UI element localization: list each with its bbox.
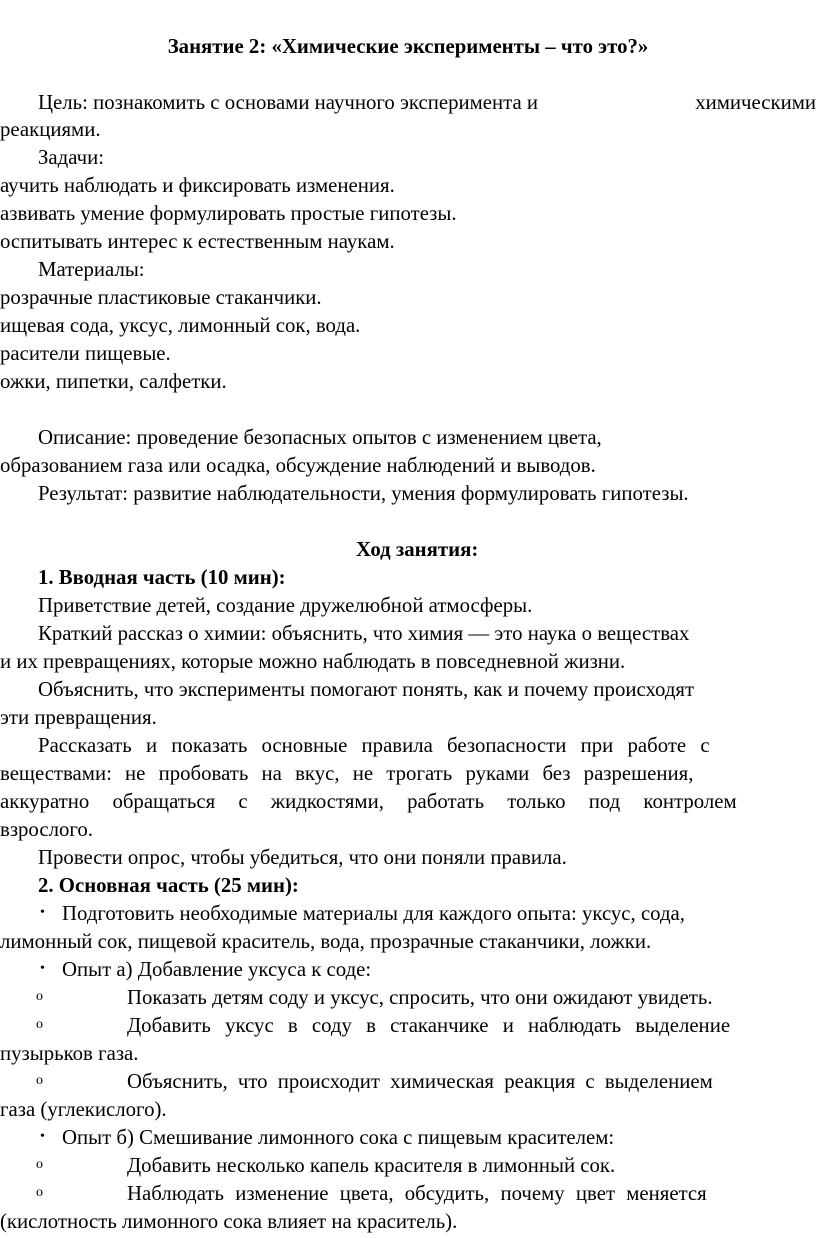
bullet-text: лимонный сок, пищевой краситель, вода, прозрачные стаканчики, ложки. (0, 930, 652, 953)
intro-paragraph: Рассказать и показать основные правила безопасности при работе с (38, 734, 710, 757)
intro-paragraph: Приветствие детей, создание дружелюбной атмосферы. (38, 594, 533, 617)
page-title: Занятие 2: «Химические эксперименты – что это?» (167, 35, 649, 58)
bullet-icon: • (40, 1129, 45, 1144)
material-item: расители пищевые. (0, 342, 171, 365)
description-line-2: образованием газа или осадка, обсуждение наблюдений и выводов. (0, 454, 596, 477)
sub-bullet-icon: o (36, 1157, 43, 1172)
intro-paragraph: Краткий рассказ о химии: объяснить, что химия — это наука о веществах (38, 622, 690, 645)
intro-paragraph: и их превращениях, которые можно наблюдать в повседневной жизни. (0, 650, 626, 673)
tasks-label: Задачи: (38, 146, 104, 169)
result-text: Результат: развитие наблюдательности, умения формулировать гипотезы. (38, 482, 689, 505)
intro-paragraph: Объяснить, что эксперименты помогают понять, как и почему происходят (38, 678, 695, 701)
task-item: аучить наблюдать и фиксировать изменения. (0, 174, 395, 197)
intro-paragraph: взрослого. (0, 818, 93, 841)
task-item: оспитывать интерес к естественным наукам. (0, 230, 395, 253)
sub-bullet-text: пузырьков газа. (0, 1042, 139, 1065)
sub-bullet-icon: o (36, 1073, 43, 1088)
intro-paragraph: Провести опрос, чтобы убедиться, что они поняли правила. (38, 846, 567, 869)
intro-heading: 1. Вводная часть (10 мин): (38, 566, 286, 589)
task-item: азвивать умение формулировать простые гипотезы. (0, 202, 457, 225)
materials-label: Материалы: (38, 258, 145, 281)
bullet-icon: • (40, 961, 45, 976)
sub-bullet-text: Добавить уксус в соду в стаканчике и наблюдать выделение (127, 1014, 731, 1037)
bullet-icon: • (40, 905, 45, 920)
sub-bullet-text: Добавить несколько капель красителя в лимонный сок. (127, 1154, 616, 1177)
sub-bullet-icon: o (36, 1017, 43, 1032)
goal-line-1 (38, 89, 816, 117)
sub-bullet-text: газа (углекислого). (0, 1098, 167, 1121)
course-title: Ход занятия: (356, 538, 479, 561)
material-item: ожки, пипетки, салфетки. (0, 370, 227, 393)
sub-bullet-text: Наблюдать изменение цвета, обсудить, почему цвет меняется (127, 1182, 707, 1205)
sub-bullet-icon: o (36, 989, 43, 1004)
bullet-text: Подготовить необходимые материалы для каждого опыта: уксус, сода, (62, 902, 685, 925)
goal-line-2: реакциями. (0, 118, 101, 141)
material-item: розрачные пластиковые стаканчики. (0, 286, 322, 309)
intro-paragraph: эти превращения. (0, 706, 157, 729)
sub-bullet-text: (кислотность лимонного сока влияет на краситель). (0, 1210, 458, 1233)
main-heading: 2. Основная часть (25 мин): (38, 874, 299, 897)
bullet-text: Опыт а) Добавление уксуса к соде: (62, 958, 372, 981)
goal-text: Цель: познакомить с основами научного эксперимента и (38, 91, 539, 114)
bullet-text: Опыт б) Смешивание лимонного сока с пищевым красителем: (62, 1126, 615, 1149)
material-item: ищевая сода, уксус, лимонный сок, вода. (0, 314, 361, 337)
description-line-1: Описание: проведение безопасных опытов с изменением цвета, (38, 426, 602, 449)
sub-bullet-text: Показать детям соду и уксус, спросить, что они ожидают увидеть. (127, 986, 713, 1009)
intro-paragraph: аккуратно обращаться с жидкостями, работать только под контролем (0, 790, 737, 813)
goal-text-end: химическими (695, 91, 816, 114)
sub-bullet-icon: o (36, 1185, 43, 1200)
intro-paragraph: веществами: не пробовать на вкус, не трогать руками без разрешения, (0, 762, 694, 785)
sub-bullet-text: Объяснить, что происходит химическая реакция с выделением (127, 1070, 713, 1093)
